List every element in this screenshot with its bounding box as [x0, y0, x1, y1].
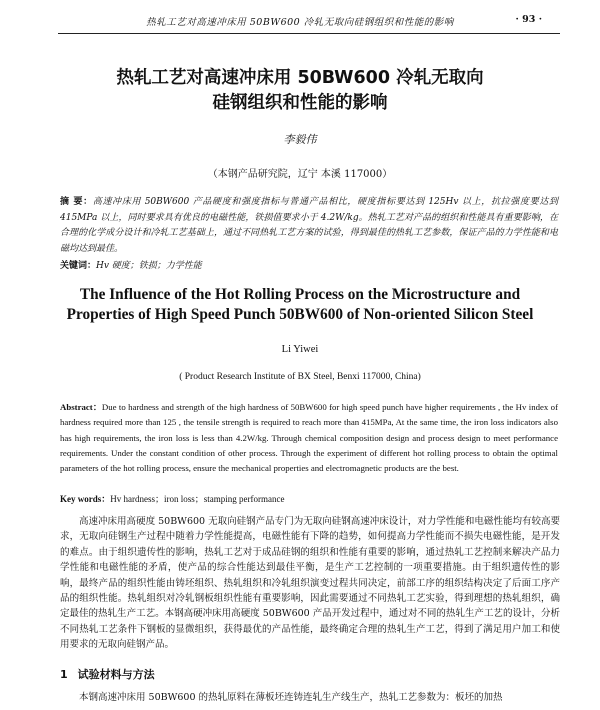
english-abstract: [60, 400, 558, 476]
chinese-keywords: [60, 258, 558, 271]
section-number: 1: [60, 668, 68, 681]
english-title-line-2: Properties of High Speed Punch 50BW600 of Non-oriented Silicon Steel: [66, 306, 534, 323]
running-header: [0, 14, 600, 34]
chinese-title-line-2: 硅钢组织和性能的影响: [212, 93, 388, 113]
english-keywords-text: Hv hardness；iron loss；stamping performance: [110, 494, 285, 504]
english-author: Li Yiwei: [281, 344, 319, 355]
english-abstract-label: Abstract：: [60, 402, 102, 412]
header-divider: [58, 33, 560, 34]
english-abstract-text: Due to hardness and strength of the high hardness of 50BW600 for high speed punch have higher requirements , the Hv index of hardness required more than 125 , the tensile strength is required to reach more than 415MPa, At the same time, the iron loss indicators also has high requirements, the iron loss is less than 4.2W/kg. Through chemical composition design and process design to meet performance requirements. Under the constant condition of other process. Through the experiment of different hot rolling process to obtain the optimal parameters of the hot rolling process, ensure the mechanical properties and electromagnetic products are the best.: [60, 402, 558, 474]
english-title-line-1: The Influence of the Hot Rolling Process on the Microstructure and: [79, 286, 521, 303]
chinese-abstract: [60, 195, 558, 257]
section-heading: [60, 666, 155, 682]
section-paragraph: 本钢高速冲床用 50BW600 的热轧原料在薄板坯连铸连轧生产线生产，热轧工艺参数为：板坯的加热: [79, 692, 503, 703]
page-number: · 93 ·: [515, 14, 542, 25]
english-title: [0, 285, 600, 325]
running-header-title: 热轧工艺对高速冲床用 50BW600 冷轧无取向硅钢组织和性能的影响: [146, 17, 454, 28]
chinese-abstract-text: 高速冲床用 50BW600 产品硬度和强度指标与普通产品相比，硬度指标要达到 125Hv 以上，抗拉强度要达到 415MPa 以上，同时要求具有优良的电磁性能，铁损值要求小于 4.2W/kg。热轧工艺对产品的组织和性能具有重要影响，在合理的化学成分设计和冷轧工艺基础上，通过不同热轧工艺方案的试验，得到最佳的热轧工艺参数，保证产品的力学性能和电磁均达到最佳。: [60, 197, 558, 254]
chinese-author: 李毅伟: [283, 133, 317, 146]
chinese-keywords-text: Hv 硬度；铁损；力学性能: [96, 261, 202, 271]
section-title: 试验材料与方法: [77, 668, 155, 681]
chinese-title-line-1: 热轧工艺对高速冲床用 50BW600 冷轧无取向: [116, 68, 484, 88]
english-affiliation: ( Product Research Institute of BX Steel, Benxi 117000, China): [179, 372, 421, 382]
chinese-keywords-label: 关键词：: [60, 261, 97, 271]
chinese-abstract-label: 摘 要：: [60, 197, 93, 207]
introduction-paragraph: 高速冲床用高硬度 50BW600 无取向硅钢产品专门为无取向硅钢高速冲床设计，对力学性能和电磁性能均有较高要求，无取向硅钢生产过程中随着力学性能提高，电磁性能有下降的趋势，如何提高力学性能而不损失电磁性能，是开发的难点。由于组织遗传性的影响，热轧工艺对于成品硅钢的组织和性能有重要的影响，通过热轧工艺控制来解决产品力学性能和电磁性能的矛盾，使产品的综合性能达到最佳平衡，是生产工艺控制的一项重要措施。由于组织遗传性的影响，最终产品的组织性能由铸坯组织、热轧组织和冷轧组织演变过程共同决定，前部工序的组织结构决定了后面工序产品的组织性能。热轧组织对冷轧钢板组织性能有重要影响，因此需要通过不同热轧工艺实验，得到理想的热轧组织，确定最佳的热轧生产工艺。本钢高硬冲床用高硬度 50BW600 产品开发过程中，通过对不同的热轧生产工艺的设计，分析不同热轧工艺条件下钢板的显微组织，获得最优的产品性能，最终确定合理的热轧生产工艺，得到了满足用户加工和使用要求的无取向硅钢产品。: [60, 516, 560, 651]
english-keywords: [60, 492, 558, 505]
chinese-affiliation: （本钢产品研究院，辽宁 本溪 117000）: [207, 169, 393, 180]
chinese-title: [0, 66, 600, 116]
english-keywords-label: Key words：: [60, 494, 111, 504]
